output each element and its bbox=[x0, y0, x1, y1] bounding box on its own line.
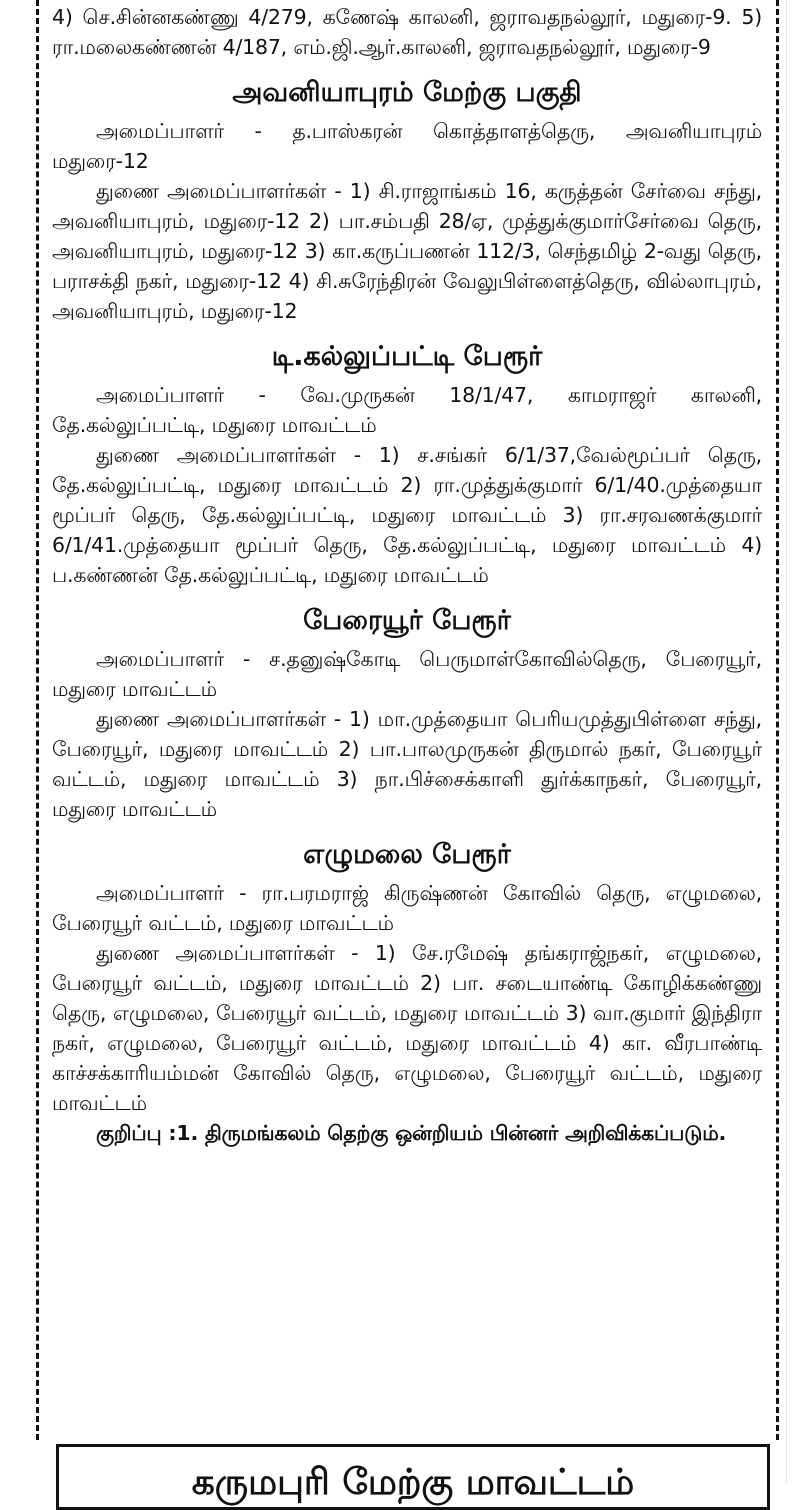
organizer-paragraph: அமைப்பாளர் - த.பாஸ்கரன் கொத்தாளத்தெரு, அவனியாபுரம் மதுரை-12 bbox=[52, 119, 762, 173]
deputies-paragraph: துணை அமைப்பாளர்கள் - 1) சே.ரமேஷ் தங்கராஜ்நகர், எழுமலை, பேரையூர் வட்டம், மதுரை மாவட்டம் 2) பா. சடையாண்டி கோழிக்கண்ணு தெரு, எழுமலை, பேரையூர் வட்டம், மதுரை மாவட்டம் 3) வா.குமார் இந்திரா நகர், எழுமலை, பேரையூர் வட்டம், மதுரை மாவட்டம் 4) கா. வீரபாண்டி காச்சக்காரியம்மன் கோவில் தெரு, எழுமலை, பேரையூர் வட்டம், மதுரை மாவட்டம் bbox=[52, 941, 762, 1115]
organizer-paragraph: அமைப்பாளர் - வே.முருகன் 18/1/47, காமராஜர் காலனி, தே.கல்லுப்பட்டி, மதுரை மாவட்டம் bbox=[52, 383, 762, 437]
section-heading: பேரையூர் பேரூர் bbox=[303, 605, 511, 636]
organizer-paragraph: அமைப்பாளர் - ச.தனுஷ்கோடி பெருமாள்கோவில்தெரு, பேரையூர், மதுரை மாவட்டம் bbox=[52, 647, 762, 701]
next-section-box bbox=[56, 1444, 770, 1510]
section-heading: அவனியாபுரம் மேற்கு பகுதி bbox=[232, 77, 582, 108]
deputies-paragraph: துணை அமைப்பாளர்கள் - 1) ச.சங்கர் 6/1/37,வேல்மூப்பர் தெரு, தே.கல்லுப்பட்டி, மதுரை மாவட்டம் 2) ரா.முத்துக்குமார் 6/1/40.முத்தையா மூப்பர் தெரு, தே.கல்லுப்பட்டி, மதுரை மாவட்டம் 3) ரா.சரவணக்குமார் 6/1/41.முத்தையா மூப்பர் தெரு, தே.கல்லுப்பட்டி, மதுரை மாவட்டம் 4) ப.கண்ணன் தே.கல்லுப்பட்டி, மதுரை மாவட்டம் bbox=[52, 443, 762, 587]
note-paragraph: குறிப்பு :1. திருமங்கலம் தெற்கு ஒன்றியம் பின்னர் அறிவிக்கப்படும். bbox=[96, 1121, 727, 1145]
organizer-paragraph: அமைப்பாளர் - ரா.பரமராஜ் கிருஷ்ணன் கோவில் தெரு, எழுமலை, பேரையூர் வட்டம், மதுரை மாவட்டம் bbox=[52, 881, 762, 935]
section-heading: எழுமலை பேரூர் bbox=[303, 839, 511, 870]
section-peraiyur bbox=[52, 604, 762, 824]
page-edge bbox=[786, 0, 800, 1483]
next-section-title: கருமபுரி மேற்கு மாவட்டம் bbox=[191, 1462, 635, 1503]
section-avaniyapuram-west bbox=[52, 76, 762, 326]
section-ezhumalai bbox=[52, 838, 762, 1118]
article-body bbox=[52, 2, 762, 1148]
section-t-kallupatti bbox=[52, 340, 762, 590]
deputies-paragraph: துணை அமைப்பாளர்கள் - 1) மா.முத்தையா பெரியமுத்துபிள்ளை சந்து, பேரையூர், மதுரை மாவட்டம் 2) பா.பாலமுருகன் திருமால் நகர், பேரையூர் வட்டம், மதுரை மாவட்டம் 3) நா.பிச்சைக்காளி துர்க்காநகர், பேரையூர், மதுரை மாவட்டம் bbox=[52, 707, 762, 821]
section-heading: டி.கல்லுப்பட்டி பேரூர் bbox=[271, 341, 543, 372]
left-dashed-border bbox=[36, 0, 39, 1440]
top-continuation-paragraph: 4) செ.சின்னகண்ணு 4/279, கணேஷ் காலனி, ஜராவதநல்லூர், மதுரை-9. 5) ரா.மலைகண்ணன் 4/187, எம்.ஜி.ஆர்.காலனி, ஜராவதநல்லூர், மதுரை-9 bbox=[52, 5, 762, 59]
deputies-paragraph: துணை அமைப்பாளர்கள் - 1) சி.ராஜாங்கம் 16, கருத்தன் சேர்வை சந்து, அவனியாபுரம், மதுரை-12 2) பா.சம்பதி 28/ஏ, முத்துக்குமார்சேர்வை தெரு, அவனியாபுரம், மதுரை-12 3) கா.கருப்பணன் 112/3, செந்தமிழ் 2-வது தெரு, பராசக்தி நகர், மதுரை-12 4) சி.சுரேந்திரன் வேலுபிள்ளைத்தெரு, வில்லாபுரம், அவனியாபுரம், மதுரை-12 bbox=[52, 179, 762, 323]
right-dashed-border bbox=[776, 0, 779, 1440]
